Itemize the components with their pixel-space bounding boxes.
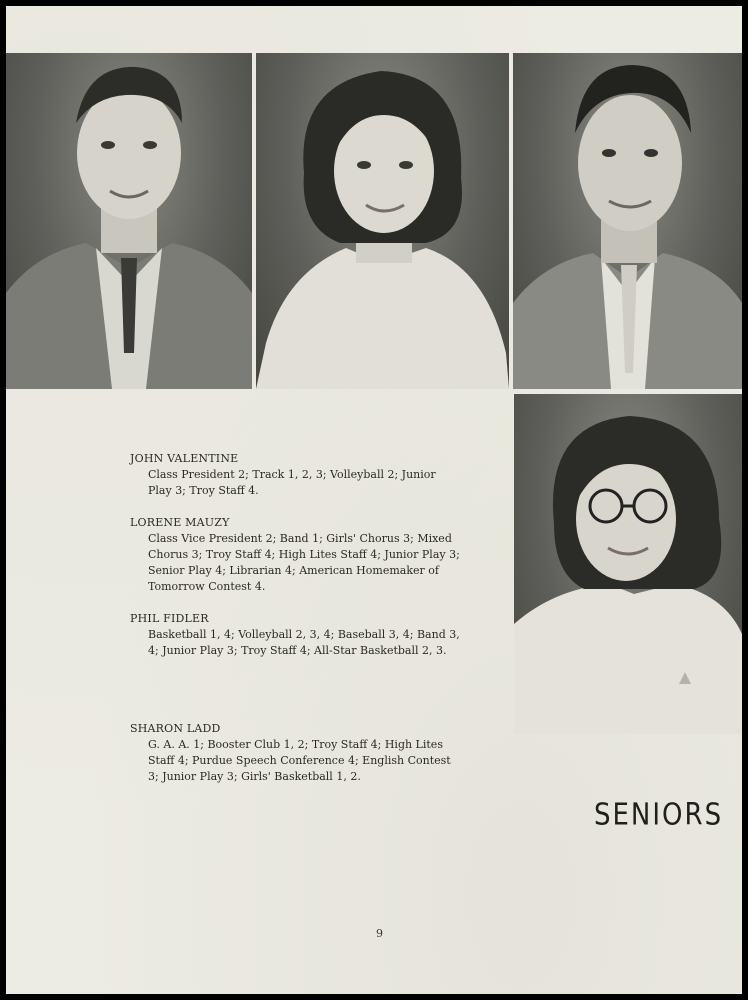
senior-name: JOHN VALENTINE — [130, 452, 239, 465]
senior-name: PHIL FIDLER — [130, 612, 209, 625]
portrait-photo-phil-fidler — [513, 53, 742, 389]
senior-activities: Class President 2; Track 1, 2, 3; Volleyball 2; Junior Play 3; Troy Staff 4. — [148, 468, 436, 497]
senior-entry — [130, 451, 460, 499]
section-title: SENIORS — [594, 798, 724, 833]
senior-entry — [130, 515, 460, 595]
portrait-photo-sharon-ladd — [514, 394, 742, 734]
senior-name: SHARON LADD — [130, 722, 221, 735]
yearbook-page — [6, 6, 742, 994]
portrait-photo-john-valentine — [6, 53, 252, 389]
senior-activities: Class Vice President 2; Band 1; Girls' Chorus 3; Mixed Chorus 3; Troy Staff 4; High Lites Staff 4; Junior Play 3; Senior Play 4; Librarian 4; American Homemaker of Tomorrow Contest 4. — [148, 532, 460, 593]
senior-activities: G. A. A. 1; Booster Club 1, 2; Troy Staff 4; High Lites Staff 4; Purdue Speech Conference 4; English Contest 3; Junior Play 3; Girls' Basketball 1, 2. — [148, 738, 451, 783]
senior-entry — [130, 611, 460, 659]
portrait-photo-lorene-mauzy — [256, 53, 509, 389]
senior-name: LORENE MAUZY — [130, 516, 230, 529]
senior-activities: Basketball 1, 4; Volleyball 2, 3, 4; Baseball 3, 4; Band 3, 4; Junior Play 3; Troy Staff 4; All-Star Basketball 2, 3. — [148, 628, 460, 657]
page-number: 9 — [376, 927, 383, 940]
senior-entry — [130, 721, 460, 785]
